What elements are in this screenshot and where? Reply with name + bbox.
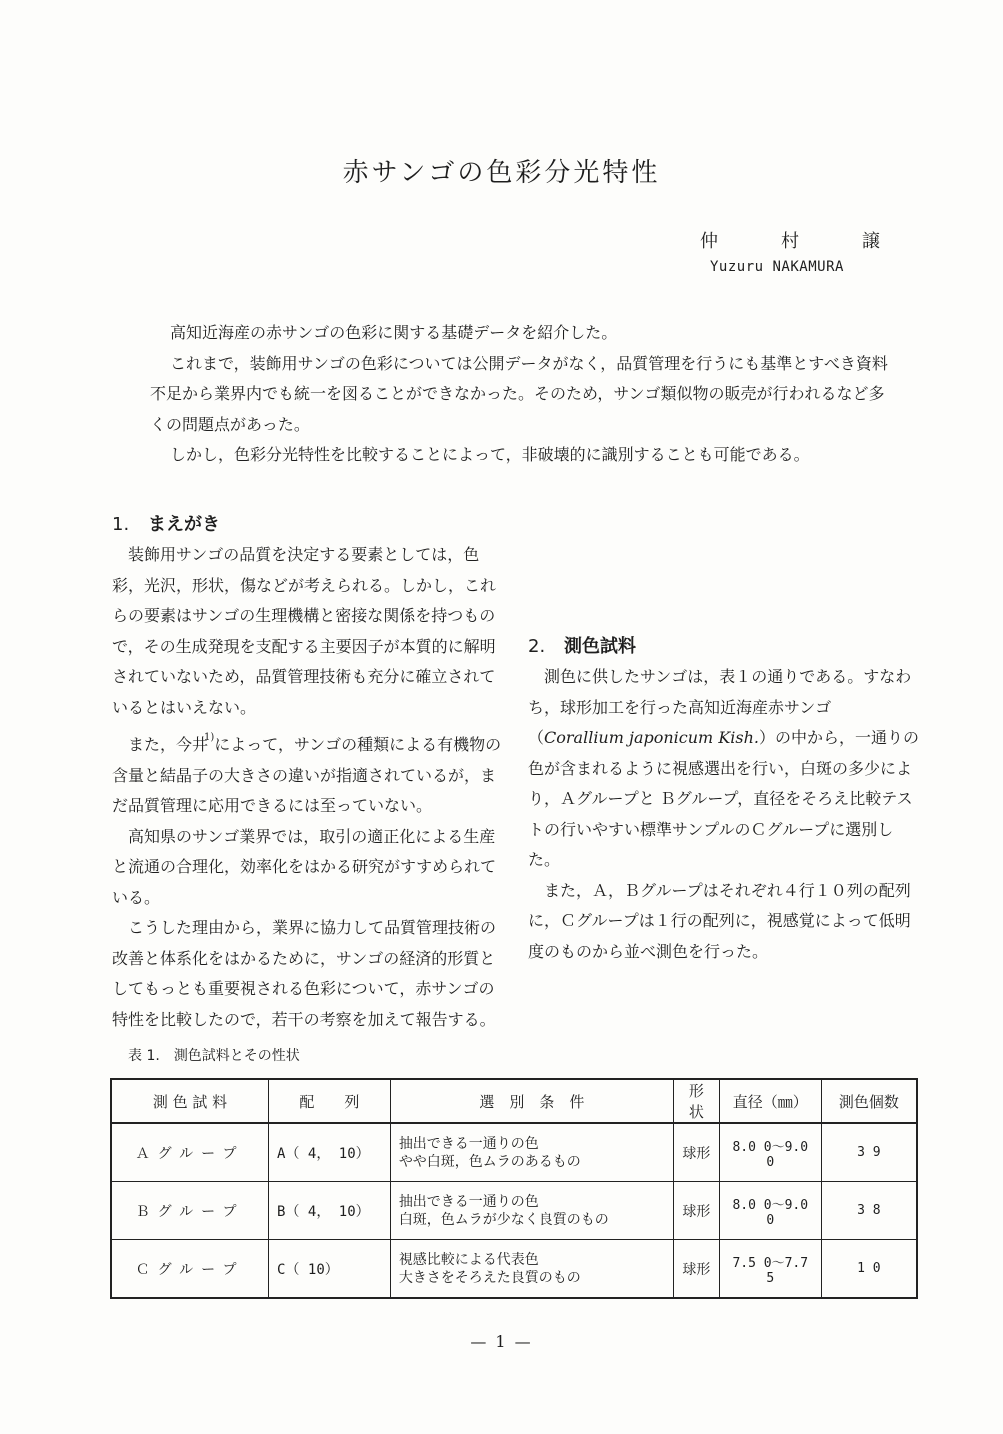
species-name: Corallium japonicum Kish. — [544, 728, 759, 747]
body-paragraph: こうした理由から，業界に協力して品質管理技術の改善と体系化をはかるために，サンゴの経済的形質としてもっとも重要視される色彩について，赤サンゴの特性を比較したので，若干の考察を加えて報告する。 — [112, 918, 497, 1029]
cell-condition — [390, 1182, 673, 1240]
condition-line: 抽出できる一通りの色 — [398, 1193, 539, 1210]
abstract-paragraph: しかし，色彩分光特性を比較することによって，非破壊的に識別することも可能である。 — [170, 445, 810, 464]
cell-shape: 球形 — [673, 1123, 719, 1182]
body-text: 測色に供したサンゴは，表１の通りである。すなわち，球形加工を行った高知近海産赤サンゴ（ — [528, 667, 912, 747]
table-caption — [128, 1045, 314, 1065]
cell-diameter: 8.0 0〜9.0 0 — [719, 1123, 821, 1182]
condition-line: 白斑，色ムラが少なく良質のもの — [398, 1211, 609, 1228]
column-header: 測 色 試 料 — [111, 1079, 269, 1123]
abstract-paragraph: 高知近海産の赤サンゴの色彩に関する基礎データを紹介した。 — [170, 323, 618, 342]
cell-diameter: 7.5 0〜7.7 5 — [719, 1240, 821, 1299]
body-paragraph: 装飾用サンゴの品質を決定する要素としては，色彩，光沢，形状，傷などが考えられる。しかし，これらの要素はサンゴの生理機構と密接な関係を持つもので，その生成発現を支配する主要因子が本質的に解明されていないため，品質管理技術も充分に確立されているとはいえない。 — [112, 545, 497, 717]
cell-condition — [390, 1123, 673, 1182]
column-header: 測色個数 — [821, 1079, 917, 1123]
body-paragraph — [112, 723, 504, 822]
author-char: 村 — [781, 231, 799, 252]
cell-arrangement: A（ 4， 10） — [269, 1123, 391, 1182]
column-header: 直径（㎜） — [719, 1079, 821, 1123]
body-paragraph: 高知県のサンゴ業界では，取引の適正化による生産と流通の合理化，効率化をはかる研究がすすめられている。 — [112, 826, 497, 907]
cell-sample: Ｃグループ — [111, 1240, 269, 1299]
cell-shape: 球形 — [673, 1240, 719, 1299]
condition-line: 抽出できる一通りの色 — [398, 1135, 539, 1152]
cell-count: 3 8 — [821, 1182, 917, 1240]
table-row — [111, 1123, 917, 1182]
section-number: 1. — [112, 514, 130, 535]
body-paragraph: また，Ａ，Ｂグループはそれぞれ４行１０列の配列に，Ｃグループは１行の配列に，視感覚によって低明度のものから並べ測色を行った。 — [528, 880, 911, 961]
section-number: 2. — [528, 636, 546, 657]
cell-arrangement: C（ 10） — [269, 1240, 391, 1299]
body-text: ）の中から，一通りの色が含まれるように視感選出を行い，白斑の多少により，Ａグループと Ｂグループ，直径をそろえ比較テストの行いやすい標準サンプルのＣグループに選別した。 — [528, 728, 919, 869]
paper-title: 赤サンゴの色彩分光特性 — [342, 158, 661, 188]
table-row — [111, 1182, 917, 1240]
column-header: 形状 — [673, 1079, 719, 1123]
table-label: 表 1. — [128, 1048, 160, 1064]
condition-line: 大きさをそろえた良質のもの — [398, 1269, 581, 1286]
condition-line: やや白斑，色ムラのあるもの — [398, 1153, 581, 1170]
reference-mark: 1) — [204, 732, 215, 743]
condition-line: 視感比較による代表色 — [398, 1251, 539, 1268]
section-heading-introduction — [112, 510, 504, 540]
section-heading-samples — [528, 632, 920, 662]
cell-count: 1 0 — [821, 1240, 917, 1299]
cell-sample: Ｂグループ — [111, 1182, 269, 1240]
sample-properties-table — [110, 1078, 918, 1299]
author-char: 譲 — [862, 231, 880, 252]
column-header: 配 列 — [269, 1079, 391, 1123]
table-caption-text: 測色試料とその性状 — [173, 1048, 300, 1064]
body-text: によって，サンゴの種類による有機物の含量と結晶子の大きさの違いが指適されているが，まだ品質管理に応用できるには至っていない。 — [112, 735, 502, 815]
right-column — [528, 510, 920, 967]
table-header-row — [111, 1079, 917, 1123]
column-header: 選 別 条 件 — [390, 1079, 673, 1123]
page-number: — 1 — — [470, 1332, 533, 1351]
body-text: また，今井 — [128, 735, 209, 754]
abstract — [150, 318, 890, 471]
author-char: 仲 — [700, 231, 718, 252]
continued-text-spacer — [528, 510, 920, 632]
author-name-japanese — [700, 227, 880, 253]
cell-condition — [390, 1240, 673, 1299]
section-title: 測色試料 — [564, 636, 636, 657]
body-paragraph — [528, 662, 920, 876]
cell-sample: Ａグループ — [111, 1123, 269, 1182]
section-title: まえがき — [148, 514, 220, 535]
cell-diameter: 8.0 0〜9.0 0 — [719, 1182, 821, 1240]
cell-arrangement: B（ 4， 10） — [269, 1182, 391, 1240]
cell-shape: 球形 — [673, 1182, 719, 1240]
table-row — [111, 1240, 917, 1299]
cell-count: 3 9 — [821, 1123, 917, 1182]
author-name-english: Yuzuru NAKAMURA — [710, 259, 844, 275]
left-column — [112, 510, 504, 1035]
abstract-paragraph: これまで，装飾用サンゴの色彩については公開データがなく，品質管理を行うにも基準とすべき資料不足から業界内でも統一を図ることができなかった。そのため，サンゴ類似物の販売が行われるなど多くの問題点があった。 — [150, 353, 888, 434]
